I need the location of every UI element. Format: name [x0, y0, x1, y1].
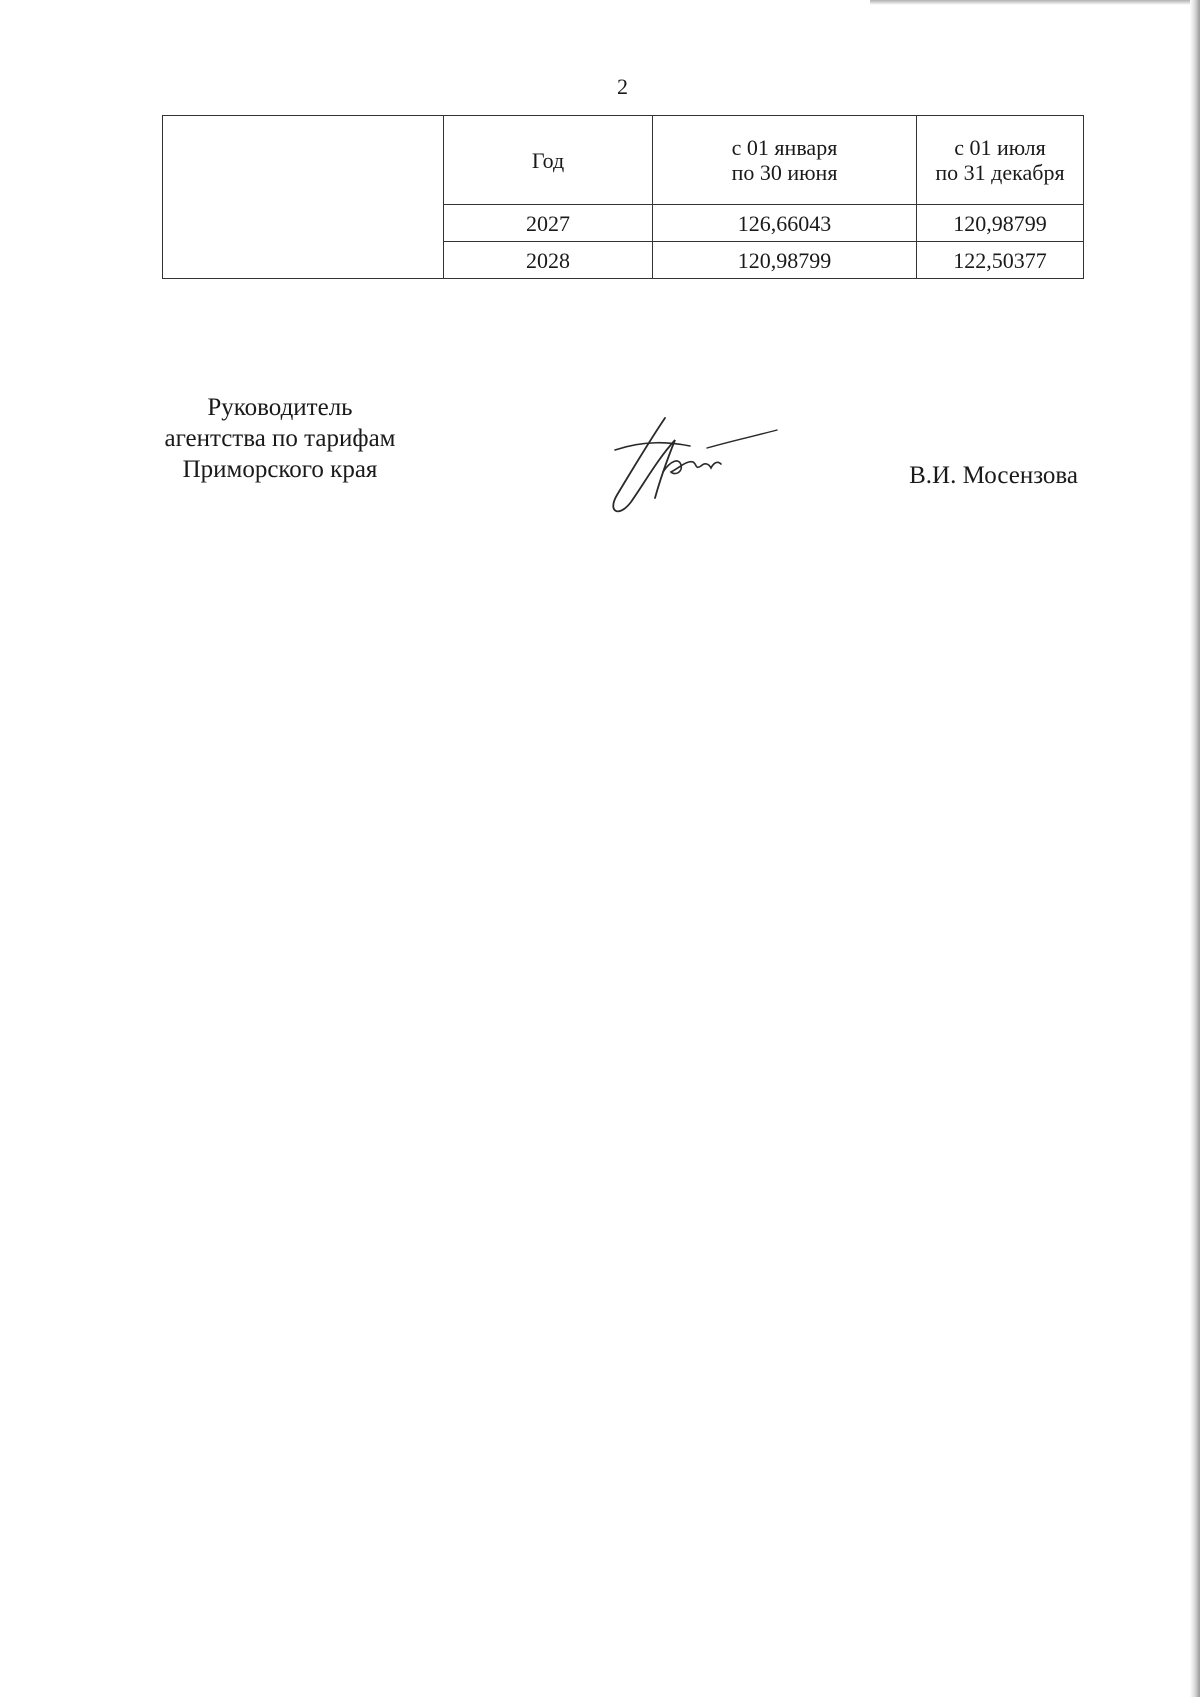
tariff-table: [162, 115, 1084, 279]
header-year-cell: [444, 116, 653, 205]
position-line-3: Приморского края: [182, 456, 378, 483]
position-line-1: Руководитель: [207, 394, 353, 421]
signatory-position: [130, 392, 430, 485]
scan-right-edge: [1190, 0, 1200, 1697]
header-period2-cell: [917, 116, 1084, 205]
position-line-2: агентства по тарифам: [164, 425, 396, 452]
scan-top-edge: [870, 0, 1200, 5]
signatory-name: В.И. Мосензова: [909, 462, 1078, 489]
header-period1-line1: с 01 января: [731, 135, 838, 160]
header-period1-line2: по 30 июня: [731, 160, 838, 185]
row-year-cell: 2027: [444, 205, 653, 242]
header-period1-cell: [653, 116, 917, 205]
table-header-row: [163, 116, 1084, 205]
row-period1-cell: 126,66043: [653, 205, 917, 242]
row-period2-cell: 122,50377: [917, 242, 1084, 279]
row-year-cell: 2028: [444, 242, 653, 279]
header-period2-line1: с 01 июля: [954, 135, 1046, 160]
header-year-label: Год: [531, 147, 565, 173]
header-period2-line2: по 31 декабря: [935, 160, 1065, 185]
table-empty-cell: [163, 116, 444, 279]
row-period1-cell: 120,98799: [653, 242, 917, 279]
handwritten-signature-icon: [605, 410, 785, 520]
row-period2-cell: 120,98799: [917, 205, 1084, 242]
page-number: 2: [617, 74, 628, 99]
